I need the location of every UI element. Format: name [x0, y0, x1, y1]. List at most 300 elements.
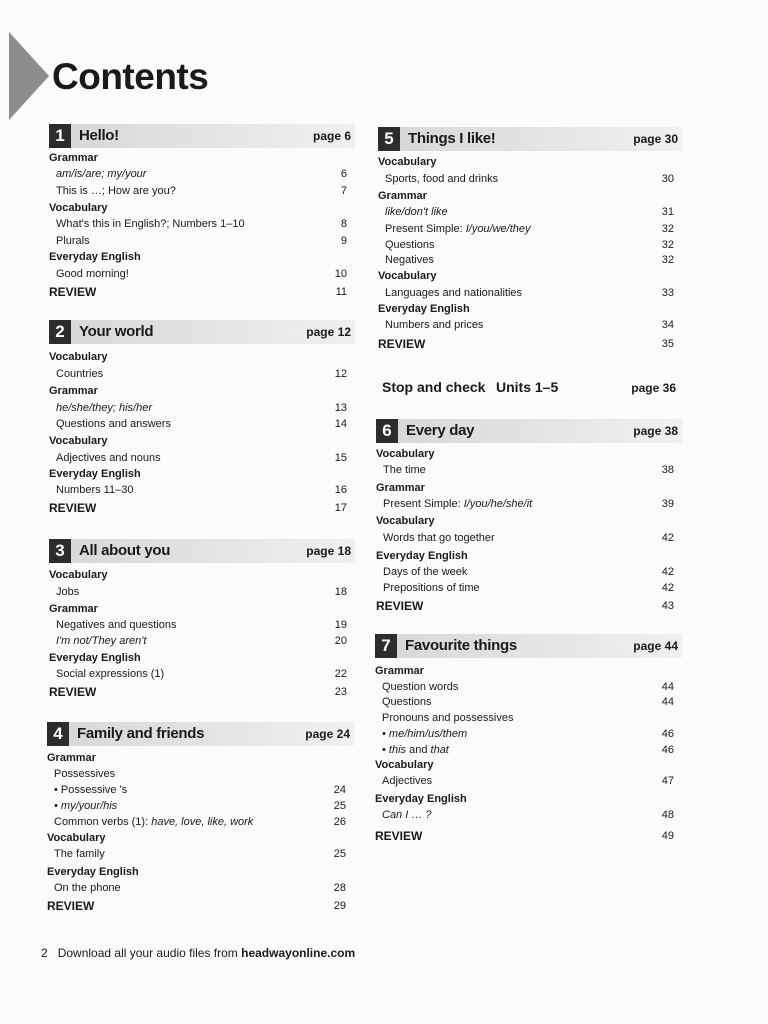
item-page: 23 [334, 686, 347, 698]
footer-text: Download all your audio files from [57, 946, 242, 960]
unit-page: page 44 [633, 639, 678, 653]
unit-header[interactable] [49, 124, 355, 148]
item-text: like/don't like [385, 206, 448, 218]
item-page: 19 [334, 619, 347, 631]
item-page: 25 [333, 800, 346, 812]
item-label [382, 807, 432, 823]
item-page: 12 [334, 368, 347, 380]
item-page: 17 [334, 502, 347, 514]
unit-header[interactable] [47, 722, 354, 746]
item-text: Sports, food and drinks [385, 173, 499, 185]
contents-item [378, 317, 682, 333]
item-text: Days of the week [383, 566, 468, 578]
contents-item [49, 666, 355, 682]
contents-item [376, 462, 682, 478]
item-page: 47 [661, 775, 674, 787]
item-page: 20 [334, 635, 347, 647]
section-heading [378, 154, 682, 170]
contents-item [49, 400, 355, 416]
item-label [56, 400, 152, 416]
item-label [375, 663, 424, 679]
unit-2 [49, 320, 355, 518]
item-label [376, 480, 425, 496]
item-text: Present Simple: [385, 223, 466, 235]
unit-3 [49, 539, 355, 702]
item-text-italic: I/you/we/they [465, 223, 531, 235]
item-label [385, 317, 483, 333]
contents-item [49, 183, 355, 199]
item-page: 8 [340, 218, 347, 230]
item-text-italic: this [388, 744, 407, 756]
item-label [54, 766, 115, 782]
item-text: Good morning! [56, 268, 129, 280]
item-text: Common verbs (1): [54, 816, 152, 828]
item-label [375, 791, 467, 807]
item-text-tail: and [406, 744, 431, 756]
item-text: This is …; How are you? [56, 185, 176, 197]
contents-item [49, 233, 355, 249]
item-page: 32 [661, 223, 674, 235]
contents-item [49, 450, 355, 466]
unit-6 [376, 419, 682, 616]
unit-number: 5 [378, 127, 400, 151]
item-label [378, 188, 427, 204]
item-page: 46 [661, 744, 674, 756]
section-heading [47, 750, 354, 766]
item-label [385, 171, 498, 187]
contents-item [376, 530, 682, 546]
unit-page: page 6 [312, 129, 351, 143]
item-label [54, 798, 117, 814]
item-text-italic: I/you/he/she/it [463, 498, 533, 510]
item-label [56, 183, 176, 199]
item-text: am/is/are; my/your [56, 168, 147, 180]
item-label [376, 513, 435, 529]
item-page: 32 [661, 254, 674, 266]
item-text: Everyday English [375, 793, 467, 805]
unit-number: 4 [47, 722, 69, 746]
item-page: 39 [661, 498, 674, 510]
review-row [49, 684, 355, 700]
item-text: Vocabulary [376, 448, 435, 460]
unit-page: page 38 [633, 424, 678, 438]
review-row [375, 828, 682, 844]
item-page: 29 [333, 900, 346, 912]
item-label [382, 710, 513, 726]
contents-item [375, 807, 682, 823]
contents-item [375, 694, 682, 710]
item-page: 22 [334, 668, 347, 680]
contents-item [375, 742, 682, 758]
item-page: 42 [661, 582, 674, 594]
unit-page: page 12 [306, 325, 351, 339]
item-text: REVIEW [49, 501, 97, 515]
item-text: What's this in English?; Numbers 1–10 [56, 218, 245, 230]
item-text: Plurals [56, 235, 90, 247]
unit-number: 6 [376, 419, 398, 443]
item-label [56, 633, 146, 649]
footer-link[interactable]: headwayonline.com [241, 946, 356, 960]
item-label [385, 221, 531, 237]
item-text: Numbers and prices [385, 319, 484, 331]
contents-item [378, 285, 682, 301]
item-text: Vocabulary [375, 759, 434, 771]
unit-header[interactable] [49, 539, 355, 563]
stop-and-check-label: Stop and check [382, 379, 486, 395]
item-label [378, 301, 470, 317]
item-label [385, 237, 435, 253]
arrow-icon [285, 325, 298, 338]
item-label [56, 617, 176, 633]
item-text: On the phone [54, 882, 121, 894]
item-text: Jobs [56, 586, 80, 598]
item-label [49, 150, 98, 166]
unit-title: Hello! [79, 127, 119, 144]
item-label [382, 773, 432, 789]
item-page: 46 [661, 728, 674, 740]
section-heading [375, 663, 682, 679]
item-text: • me/him/us/them [382, 728, 468, 740]
item-text: • Possessive 's [54, 784, 128, 796]
unit-4 [47, 722, 354, 916]
item-text: Grammar [49, 603, 98, 615]
item-label [49, 601, 98, 617]
item-text: REVIEW [49, 685, 97, 699]
unit-header[interactable] [49, 320, 355, 344]
item-page: 42 [661, 532, 674, 544]
item-page: 48 [661, 809, 674, 821]
item-label [56, 216, 245, 232]
contents-item [376, 580, 682, 596]
item-label [56, 266, 129, 282]
contents-item [375, 726, 682, 742]
section-heading [49, 601, 355, 617]
item-label [382, 694, 432, 710]
item-page: 18 [334, 586, 347, 598]
item-page: 42 [661, 566, 674, 578]
section-heading [47, 864, 354, 880]
unit-1 [49, 124, 355, 302]
contents-item [49, 633, 355, 649]
item-text: Questions [382, 696, 432, 708]
item-text: he/she/they; his/her [56, 402, 153, 414]
unit-page: page 24 [305, 727, 350, 741]
contents-item [376, 564, 682, 580]
item-text: Negatives and questions [56, 619, 177, 631]
item-text: Grammar [49, 152, 98, 164]
item-page: 25 [333, 848, 346, 860]
item-text: REVIEW [375, 829, 423, 843]
section-heading [49, 567, 355, 583]
item-page: 24 [333, 784, 346, 796]
contents-item [376, 496, 682, 512]
section-heading [49, 383, 355, 399]
item-page: 30 [661, 173, 674, 185]
review-row [376, 598, 682, 614]
section-heading [378, 188, 682, 204]
review-row [378, 336, 682, 352]
section-heading [47, 830, 354, 846]
item-text: Present Simple: [383, 498, 464, 510]
item-text: Negatives [385, 254, 434, 266]
contents-item [49, 617, 355, 633]
item-label [56, 666, 164, 682]
item-text: Grammar [376, 482, 425, 494]
item-label [378, 336, 425, 352]
item-text-italic: have, love, like, work [151, 816, 254, 828]
item-text: Words that go together [383, 532, 495, 544]
item-label [56, 166, 146, 182]
review-row [47, 898, 354, 914]
section-heading [49, 249, 355, 265]
item-text: REVIEW [47, 899, 95, 913]
item-label [49, 650, 141, 666]
item-label [49, 249, 141, 265]
item-text: Everyday English [376, 550, 468, 562]
contents-item [49, 416, 355, 432]
item-text: Grammar [49, 385, 98, 397]
unit-title: All about you [79, 542, 171, 559]
section-heading [49, 433, 355, 449]
item-label [385, 252, 434, 268]
item-text: • my/your/his [54, 800, 118, 812]
section-heading [378, 268, 682, 284]
item-text: Vocabulary [49, 202, 108, 214]
item-text: Pronouns and possessives [382, 712, 514, 724]
stop-and-check [382, 379, 680, 399]
item-text: I'm not/They aren't [56, 635, 147, 647]
item-label [47, 898, 94, 914]
item-page: 26 [333, 816, 346, 828]
item-label [47, 750, 96, 766]
item-text: Possessives [54, 768, 116, 780]
item-text: Vocabulary [49, 351, 108, 363]
item-label [47, 864, 139, 880]
contents-item [378, 252, 682, 268]
item-label [383, 530, 495, 546]
item-label [49, 349, 108, 365]
item-label [49, 500, 96, 516]
item-text: Grammar [378, 190, 427, 202]
item-page: 31 [661, 206, 674, 218]
item-text: Social expressions (1) [56, 668, 165, 680]
item-page: 13 [334, 402, 347, 414]
item-text: Adjectives [382, 775, 433, 787]
section-heading [49, 466, 355, 482]
section-heading [49, 349, 355, 365]
item-page: 44 [661, 696, 674, 708]
item-text: Vocabulary [47, 832, 106, 844]
contents-item [49, 366, 355, 382]
item-page: 10 [334, 268, 347, 280]
item-label [56, 482, 133, 498]
item-label [49, 284, 96, 300]
item-label [49, 383, 98, 399]
unit-number: 2 [49, 320, 71, 344]
item-text: Question words [382, 681, 459, 693]
item-page: 16 [334, 484, 347, 496]
item-label [47, 830, 106, 846]
contents-item [47, 798, 354, 814]
section-heading [378, 301, 682, 317]
unit-number: 1 [49, 124, 71, 148]
item-label [378, 154, 437, 170]
section-heading [375, 757, 682, 773]
contents-item [49, 266, 355, 282]
unit-header[interactable] [378, 127, 682, 151]
item-text: Vocabulary [49, 435, 108, 447]
contents-item [378, 221, 682, 237]
item-text: Numbers 11–30 [56, 484, 134, 496]
item-text: Everyday English [49, 652, 141, 664]
unit-number: 7 [375, 634, 397, 658]
item-text: Questions [385, 239, 435, 251]
unit-title: Favourite things [405, 637, 517, 654]
contents-item [375, 773, 682, 789]
item-label [382, 679, 458, 695]
review-row [49, 500, 355, 516]
item-label [375, 828, 422, 844]
review-row [49, 284, 355, 300]
item-label [56, 233, 90, 249]
item-label [49, 684, 96, 700]
item-label [54, 880, 121, 896]
item-page: 49 [661, 830, 674, 842]
unit-header[interactable] [376, 419, 682, 443]
item-label [49, 433, 108, 449]
unit-number: 3 [49, 539, 71, 563]
item-label [54, 782, 127, 798]
item-page: 38 [661, 464, 674, 476]
item-page: 35 [661, 338, 674, 350]
section-heading [49, 150, 355, 166]
item-page: 33 [661, 287, 674, 299]
item-text: REVIEW [378, 337, 426, 351]
item-label [383, 564, 467, 580]
item-label [383, 462, 426, 478]
section-heading [49, 650, 355, 666]
unit-page: page 18 [306, 544, 351, 558]
item-text: Everyday English [49, 468, 141, 480]
unit-header[interactable] [375, 634, 682, 658]
item-text: Grammar [47, 752, 96, 764]
contents-item [378, 204, 682, 220]
item-label [382, 726, 467, 742]
contents-item [47, 782, 354, 798]
item-label [56, 584, 79, 600]
item-text: Everyday English [49, 251, 141, 263]
footer-page-number: 2 [41, 946, 48, 960]
section-heading [376, 513, 682, 529]
item-label [56, 450, 161, 466]
item-label [49, 466, 141, 482]
item-label [375, 757, 434, 773]
contents-item [375, 710, 682, 726]
item-text-italic-2: that [430, 744, 449, 756]
item-page: 43 [661, 600, 674, 612]
item-text: REVIEW [376, 599, 424, 613]
item-label [383, 580, 480, 596]
contents-item [378, 171, 682, 187]
item-text: Vocabulary [378, 270, 437, 282]
item-page: 9 [340, 235, 347, 247]
item-label [56, 366, 103, 382]
item-page: 28 [333, 882, 346, 894]
item-label [49, 200, 108, 216]
contents-item [375, 679, 682, 695]
contents-item [49, 482, 355, 498]
contents-item [47, 766, 354, 782]
section-heading [376, 446, 682, 462]
item-label [54, 814, 253, 830]
footer [41, 946, 355, 960]
contents-item [49, 584, 355, 600]
stop-and-check-units: Units 1–5 [496, 379, 559, 395]
section-heading [49, 200, 355, 216]
item-text: Vocabulary [378, 156, 437, 168]
item-label [56, 416, 171, 432]
contents-item [49, 216, 355, 232]
unit-title: Your world [79, 323, 154, 340]
item-label [376, 446, 435, 462]
item-text: Everyday English [378, 303, 470, 315]
item-text: Everyday English [47, 866, 139, 878]
section-heading [376, 548, 682, 564]
item-label [376, 598, 423, 614]
item-label [376, 548, 468, 564]
item-text: Countries [56, 368, 104, 380]
item-text: Vocabulary [376, 515, 435, 527]
page-title: Contents [52, 56, 209, 97]
arrow-icon [615, 639, 628, 652]
corner-triangle-decoration [9, 32, 49, 120]
contents-item [378, 237, 682, 253]
item-label [385, 285, 522, 301]
unit-7 [375, 634, 682, 846]
item-page: 14 [334, 418, 347, 430]
item-text: Questions and answers [56, 418, 171, 430]
unit-title: Family and friends [77, 725, 205, 742]
item-page: 6 [340, 168, 347, 180]
item-page: 32 [661, 239, 674, 251]
item-text: The family [54, 848, 105, 860]
item-label [54, 846, 105, 862]
item-text: The time [383, 464, 426, 476]
item-page: 34 [661, 319, 674, 331]
item-label [385, 204, 448, 220]
item-text: • [382, 744, 389, 756]
unit-title: Every day [406, 422, 475, 439]
contents-item [47, 880, 354, 896]
item-text: Adjectives and nouns [56, 452, 161, 464]
item-text: Vocabulary [49, 569, 108, 581]
item-text: Prepositions of time [383, 582, 480, 594]
contents-item [47, 846, 354, 862]
item-label [378, 268, 437, 284]
stop-and-check-page: page 36 [631, 381, 676, 395]
item-label [383, 496, 532, 512]
item-text: REVIEW [49, 285, 97, 299]
item-label [49, 567, 108, 583]
item-page: 7 [340, 185, 347, 197]
item-page: 44 [661, 681, 674, 693]
item-page: 11 [335, 286, 347, 298]
contents-item [47, 814, 354, 830]
item-label [382, 742, 449, 758]
item-text: Can I … ? [382, 809, 432, 821]
contents-item [49, 166, 355, 182]
item-page: 15 [334, 452, 347, 464]
